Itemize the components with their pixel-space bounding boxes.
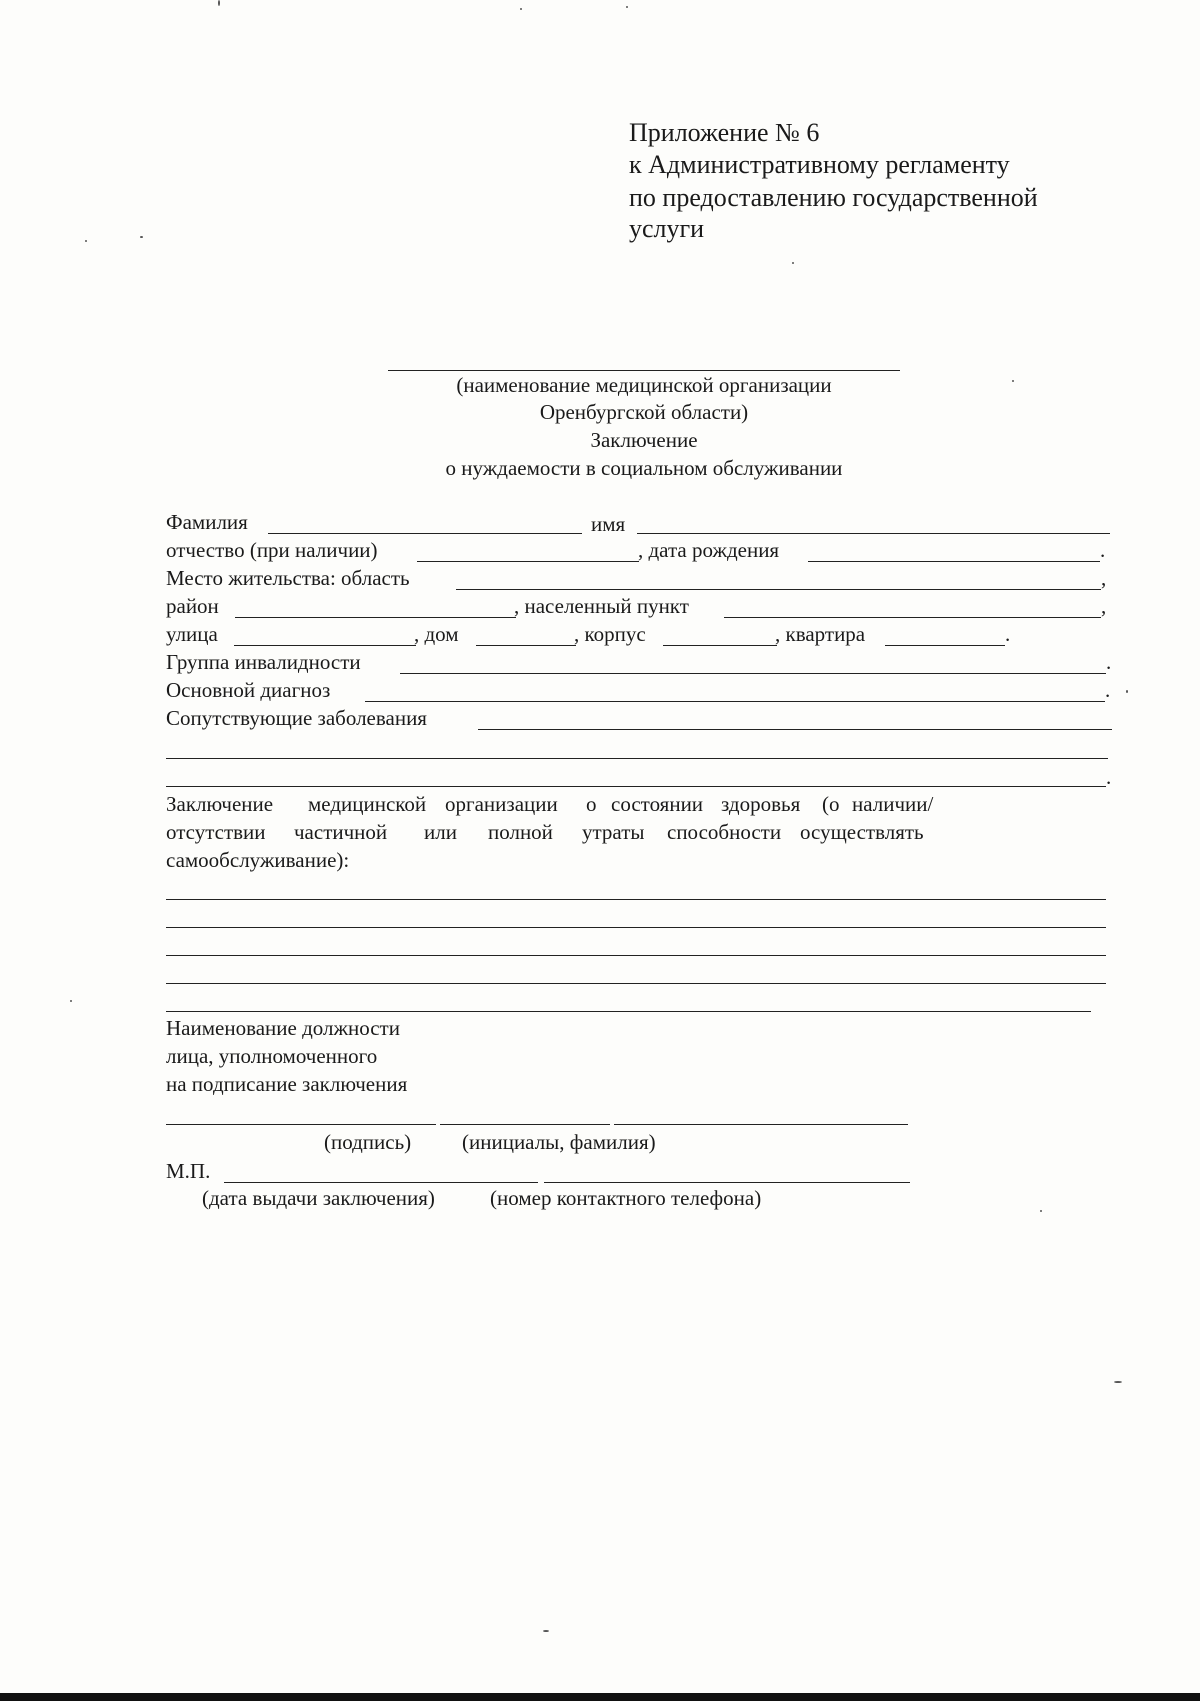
conclusion-line3: самообслуживание): [166,848,350,872]
document-subtitle: о нуждаемости в социальном обслуживании [445,456,843,480]
appendix-reference-end: услуги [629,214,705,243]
conclusion-field-4[interactable] [166,983,1106,984]
surname-label: Фамилия [166,510,248,534]
scan-speck [1126,690,1128,693]
conclusion-word-15: осуществлять [800,820,924,844]
settlement-label: , населенный пункт [514,594,689,618]
conclusion-field-3[interactable] [166,955,1106,956]
org-caption-region: Оренбургской области) [539,400,749,424]
scan-speck [520,8,522,10]
region-comma: , [1101,566,1107,590]
appendix-reference-cont: по предоставлению государственной [629,183,1038,212]
scan-speck [1114,1381,1122,1383]
scan-speck [543,1630,549,1632]
appendix-number: Приложение № 6 [629,118,820,147]
settlement-comma: , [1101,594,1107,618]
scan-speck [1040,1210,1042,1212]
conclusion-word-3: организации [445,792,558,816]
comorbid-field-line3[interactable] [166,786,1106,787]
scan-speck [1012,380,1014,382]
scan-speck [218,0,220,6]
house-label: , дом [414,622,459,646]
org-name-line[interactable] [388,370,900,371]
settlement-field[interactable] [724,617,1101,618]
phone-caption: (номер контактного телефона) [490,1186,762,1210]
district-label: район [166,594,219,618]
comorbid-dot: . [1106,765,1112,789]
conclusion-word-10: частичной [294,820,388,844]
house-field[interactable] [476,645,576,646]
conclusion-field-1[interactable] [166,899,1106,900]
disability-field[interactable] [400,673,1106,674]
conclusion-field-5[interactable] [166,1011,1091,1012]
name-field[interactable] [637,533,1110,534]
initials-field[interactable] [614,1124,908,1125]
conclusion-field-2[interactable] [166,927,1106,928]
signature-caption: (подпись) [324,1130,412,1154]
conclusion-word-12: полной [488,820,553,844]
initials-caption: (инициалы, фамилия) [462,1130,656,1154]
stamp-mark: М.П. [166,1159,211,1183]
building-label: , корпус [574,622,646,646]
birthdate-field[interactable] [808,561,1100,562]
signatory-title: Наименование должности [166,1016,400,1040]
signature-field[interactable] [440,1124,610,1125]
apartment-dot: . [1005,622,1011,646]
disability-label: Группа инвалидности [166,650,361,674]
comorbid-field-line2[interactable] [166,758,1108,759]
name-label: имя [591,512,626,536]
scan-speck [70,1000,72,1002]
patronymic-field[interactable] [417,561,639,562]
phone-field[interactable] [544,1182,910,1183]
street-field[interactable] [234,645,416,646]
position-field[interactable] [166,1124,436,1125]
residence-label: Место жительства: область [166,566,410,590]
birthdate-label: , дата рождения [638,538,780,562]
issue-date-field[interactable] [224,1182,538,1183]
diagnosis-field[interactable] [365,701,1105,702]
conclusion-word-9: отсутствии [166,820,266,844]
district-field[interactable] [235,617,516,618]
comorbid-field[interactable] [478,729,1112,730]
appendix-reference: к Административному регламенту [629,150,1010,179]
diagnosis-dot: . [1105,678,1111,702]
conclusion-word-13: утраты [582,820,645,844]
comorbid-label: Сопутствующие заболевания [166,706,427,730]
org-caption: (наименование медицинской организации [456,373,832,397]
signatory-title-end: на подписание заключения [166,1072,408,1096]
scan-speck [792,262,794,264]
apartment-field[interactable] [885,645,1005,646]
scan-speck [140,236,143,238]
apartment-label: , квартира [775,622,866,646]
issue-date-caption: (дата выдачи заключения) [202,1186,435,1210]
conclusion-word-6: здоровья [721,792,801,816]
conclusion-word-14: способности [667,820,782,844]
diagnosis-label: Основной диагноз [166,678,331,702]
birthdate-dot: . [1100,538,1106,562]
patronymic-label: отчество (при наличии) [166,538,378,562]
signatory-title-cont: лица, уполномоченного [166,1044,378,1068]
disability-dot: . [1106,650,1112,674]
conclusion-word-4: о [586,792,597,816]
conclusion-word-1: Заключение [166,792,274,816]
region-field[interactable] [456,589,1101,590]
conclusion-word-7: (о [822,792,840,816]
conclusion-word-2: медицинской [308,792,427,816]
scan-speck [85,240,87,242]
building-field[interactable] [663,645,777,646]
conclusion-word-8: наличии/ [852,792,934,816]
document-title: Заключение [590,428,698,452]
conclusion-word-5: состоянии [611,792,704,816]
street-label: улица [166,622,218,646]
scan-edge [0,1693,1200,1701]
scan-speck [626,6,628,8]
surname-field[interactable] [268,533,582,534]
conclusion-word-11: или [424,820,457,844]
